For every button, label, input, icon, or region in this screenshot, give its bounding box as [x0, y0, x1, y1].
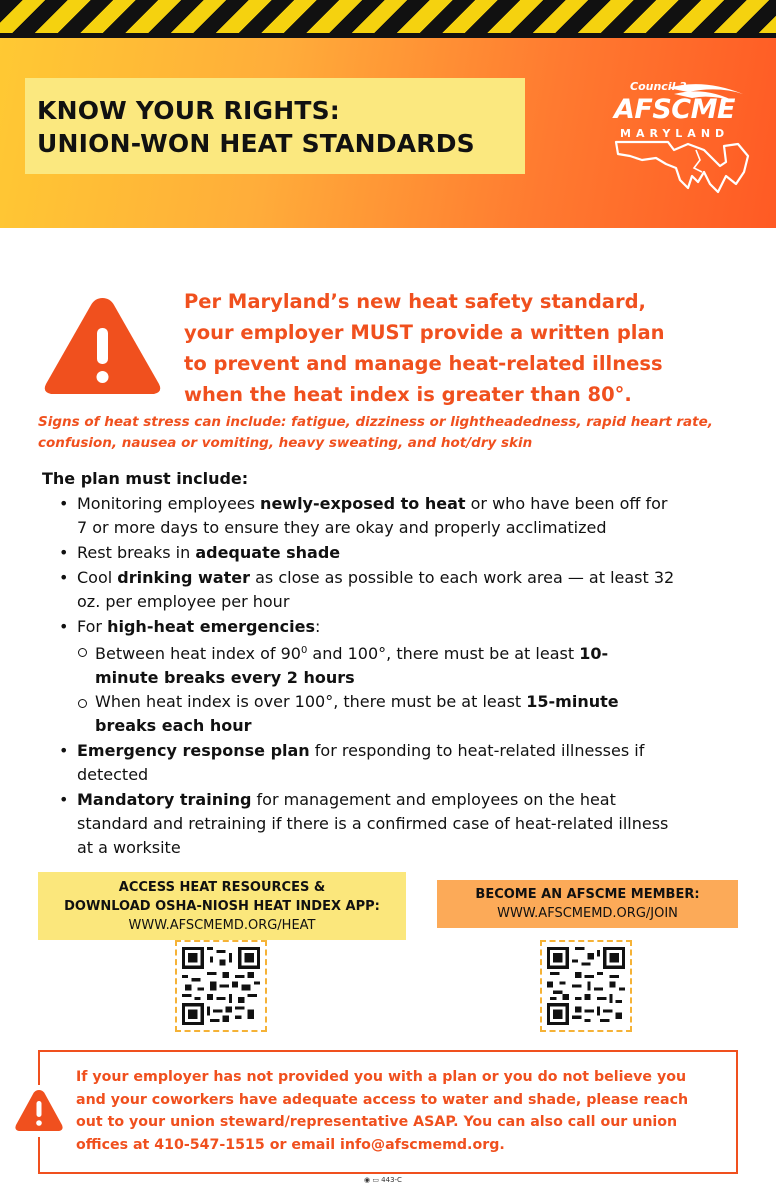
title-line-2: UNION-WON HEAT STANDARDS: [37, 129, 475, 158]
plan-title: The plan must include:: [42, 469, 249, 488]
plan-section: [42, 468, 742, 861]
text: Cool: [77, 568, 118, 587]
title-box: [25, 78, 525, 174]
text: oz. per employee per hour: [77, 592, 290, 611]
sub-list-item: [77, 639, 742, 690]
union-bug-icon: ◉ ▭: [364, 1176, 382, 1184]
text-bold: 15-minute: [526, 692, 619, 711]
join-title: BECOME AN AFSCME MEMBER:: [475, 887, 700, 902]
text: and 100°, there must be at least: [307, 644, 580, 663]
logo-council: Council 3: [630, 80, 687, 93]
text: standard and retraining if there is a confirmed case of heat-related illness: [77, 814, 669, 833]
list-item: [59, 615, 742, 738]
header-banner: [0, 38, 776, 228]
sub-list-item: [77, 690, 742, 738]
text: for responding to heat-related illnesses if: [309, 741, 645, 760]
text: When heat index is over 100°, there must be at least: [95, 692, 527, 711]
logo-state: MARYLAND: [620, 127, 730, 140]
afscme-logo: [608, 80, 758, 210]
hazard-stripe: [0, 0, 776, 33]
text-bold: minute breaks every 2 hours: [95, 668, 355, 687]
logo-name: AFSCME: [614, 94, 735, 125]
signs-line: Signs of heat stress can include: fatigue, dizziness or lightheadedness, rapid heart rate,: [38, 414, 713, 430]
heat-resources-line-1: ACCESS HEAT RESOURCES &: [118, 880, 326, 895]
list-item: [59, 739, 742, 787]
heat-qr-code[interactable]: [175, 940, 267, 1032]
alert-line: out to your union steward/representative ASAP. You can also call our union: [76, 1114, 678, 1130]
text-bold: newly-exposed to heat: [260, 494, 466, 513]
qr-code-icon: [547, 947, 625, 1025]
alert-line: offices at 410-547-1515 or email info@afscmemd.org.: [76, 1136, 505, 1153]
headline-line: when the heat index is greater than 80°.: [184, 383, 632, 406]
text: for management and employees on the heat: [251, 790, 616, 809]
list-item: [59, 566, 742, 614]
text-bold: breaks each hour: [95, 716, 252, 735]
warning-triangle-icon: [40, 292, 165, 400]
text-bold: 10-: [579, 644, 609, 663]
text: :: [315, 617, 321, 636]
alert-text: [76, 1066, 736, 1156]
headline-line: to prevent and manage heat-related illness: [184, 352, 663, 375]
heat-stress-signs: [38, 412, 758, 454]
join-box: [437, 880, 738, 928]
text: at a worksite: [77, 838, 181, 857]
plan-list: [59, 492, 742, 860]
text-bold: drinking water: [117, 568, 251, 587]
join-link[interactable]: WWW.AFSCMEMD.ORG/JOIN: [497, 906, 678, 921]
title-line-1: KNOW YOUR RIGHTS:: [37, 96, 340, 125]
warning-triangle-icon: [10, 1085, 68, 1137]
alert-line: and your coworkers have adequate access to water and shade, please reach: [76, 1091, 689, 1108]
text: Monitoring employees: [77, 494, 261, 513]
alert-line: If your employer has not provided you with a plan or you do not believe you: [76, 1069, 687, 1085]
qr-code-icon: [182, 947, 260, 1025]
alert-icon-background: [10, 1085, 68, 1137]
text-bold: high-heat emergencies: [107, 617, 316, 636]
signs-line: confusion, nausea or vomiting, heavy sweating, and hot/dry skin: [38, 435, 533, 451]
sub-list: [77, 639, 742, 738]
text-bold: adequate shade: [195, 543, 341, 562]
text-bold: Mandatory training: [77, 790, 252, 809]
heat-resources-box: [38, 872, 406, 940]
heat-resources-line-2: DOWNLOAD OSHA-NIOSH HEAT INDEX APP:: [64, 899, 380, 914]
text: as close as possible to each work area — at least 32: [250, 568, 675, 587]
text-bold: Emergency response plan: [77, 741, 310, 760]
headline: [184, 286, 764, 410]
text: 7 or more days to ensure they are okay and properly acclimatized: [77, 518, 607, 537]
headline-line: your employer MUST provide a written plan: [184, 321, 665, 344]
join-qr-code[interactable]: [540, 940, 632, 1032]
list-item: [59, 492, 742, 540]
footer-code: 443-C: [381, 1176, 402, 1184]
text: detected: [77, 765, 149, 784]
superscript: 0: [300, 645, 308, 656]
union-bug-footer: [364, 1176, 402, 1184]
list-item: [59, 788, 742, 860]
list-item: [59, 541, 742, 565]
text: For: [77, 617, 108, 636]
text: Rest breaks in: [77, 543, 196, 562]
text: Between heat index of 90: [95, 644, 301, 663]
heat-resources-link[interactable]: WWW.AFSCMEMD.ORG/HEAT: [128, 918, 316, 933]
text: or who have been off for: [465, 494, 668, 513]
headline-line: Per Maryland’s new heat safety standard,: [184, 290, 646, 313]
